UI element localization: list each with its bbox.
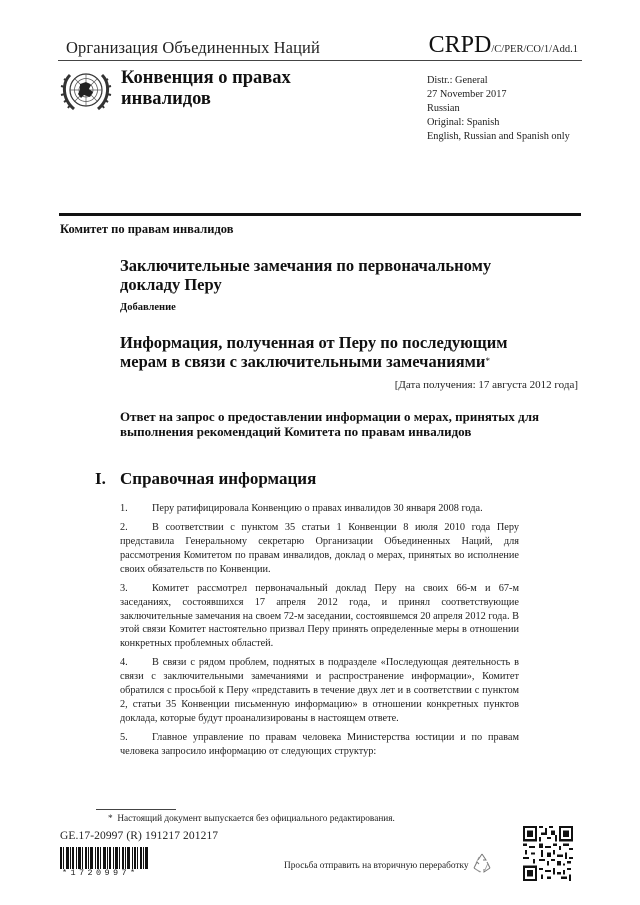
- paragraph: [120, 502, 519, 516]
- symbol-main: CRPD: [428, 32, 492, 58]
- distr-original: Original: Spanish: [427, 117, 500, 128]
- paragraph-text: Комитет рассмотрел первоначальный доклад Перу на своих 66-м и 67-м заседаниях, состоявшихся 17 апреля 2012 года, и принял соответствующие заключительные замечания на своем 72-м заседании, состоявшемся 20 апреля 2012 года. В этой связи Комитет настоятельно призвал Перу принять определенные меры в отношении конкретных проблемных областей.: [120, 582, 519, 650]
- distr-general: Distr.: General: [427, 75, 488, 86]
- distr-language: Russian: [427, 103, 460, 114]
- document-code: GE.17-20997 (R) 191217 201217: [60, 830, 219, 842]
- document-title: [120, 256, 491, 294]
- symbol-suffix: /C/PER/CO/1/Add.1: [491, 44, 578, 55]
- info-title-line2: мерам в связи с заключительными замечаниями: [120, 352, 486, 371]
- document-title-line1: Заключительные замечания по первоначальному: [120, 256, 492, 275]
- distr-languages-only: English, Russian and Spanish only: [427, 131, 570, 142]
- un-emblem-icon: [60, 67, 112, 113]
- response-title: Ответ на запрос о предоставлении информации о мерах, принятых для выполнения рекомендаций Комитета по правам инвалидов: [120, 409, 540, 439]
- footnote-rule: [96, 809, 176, 810]
- paragraph: [120, 521, 519, 576]
- paragraph-text: Главное управление по правам человека Министерства юстиции и по правам человека запросило информацию от следующих структур:: [120, 731, 519, 757]
- paragraph-number: 3.: [120, 582, 128, 594]
- header-rule: [58, 60, 582, 61]
- info-title-line1: Информация, полученная от Перу по последующим: [120, 333, 508, 352]
- barcode-number: *1720997*: [62, 868, 139, 878]
- date-received: [Дата получения: 17 августа 2012 года]: [394, 379, 578, 391]
- convention-title: [121, 68, 291, 110]
- section-number: I.: [95, 469, 106, 488]
- convention-title-line1: Конвенция о правах: [121, 68, 291, 88]
- section-title: Справочная информация: [120, 469, 317, 488]
- recycle-notice: Просьба отправить на вторичную переработку: [284, 861, 469, 871]
- footnote-text: Настоящий документ выпускается без официального редактирования.: [117, 814, 395, 824]
- recycle-icon: [471, 852, 493, 874]
- committee-name: Комитет по правам инвалидов: [60, 222, 234, 236]
- paragraphs: [120, 502, 519, 764]
- qr-code-icon: [523, 826, 573, 881]
- barcode-icon: [60, 847, 156, 869]
- footnote-marker: *: [108, 814, 113, 824]
- distribution-info: [427, 74, 570, 144]
- paragraph-text: В связи с рядом проблем, поднятых в подразделе «Последующая деятельность в связи с заключительными замечаниями и распространение информации», Комитет обратился с просьбой к Перу «представить в течение двух лет и в соответствии с пунктом 2, статьи 35 Конвенции письменную информацию» в отношении конкретных пунктов доклада, которые будут проанализированы в настоящем ответе.: [120, 657, 519, 724]
- paragraph-text: В соответствии с пунктом 35 статьи 1 Конвенции 8 июля 2010 года Перу представила Генеральному секретарю Организации Объединенных Наций, для рассмотрения Комитетом по правам инвалидов, доклад о мерах, принятых во исполнение своих обязательств по Конвенции.: [120, 522, 519, 575]
- info-title: [120, 333, 507, 371]
- addendum-label: Добавление: [120, 302, 176, 313]
- paragraph: [120, 731, 519, 759]
- paragraph-number: 5.: [120, 731, 128, 743]
- distr-date: 27 November 2017: [427, 89, 507, 100]
- document-title-line2: докладу Перу: [120, 275, 222, 294]
- section-rule: [59, 213, 581, 216]
- footnote-reference[interactable]: *: [485, 356, 490, 366]
- paragraph-number: 1.: [120, 503, 128, 514]
- paragraph: [120, 656, 519, 725]
- document-symbol: [429, 32, 578, 59]
- convention-title-line2: инвалидов: [121, 89, 211, 109]
- footnote: [108, 814, 395, 824]
- organization-name: Организация Объединенных Наций: [66, 38, 320, 57]
- paragraph: [120, 582, 519, 651]
- paragraph-text: Перу ратифицировала Конвенцию о правах инвалидов 30 января 2008 года.: [152, 503, 483, 514]
- section-heading: [95, 469, 316, 489]
- paragraph-number: 4.: [120, 657, 128, 669]
- paragraph-number: 2.: [120, 522, 128, 534]
